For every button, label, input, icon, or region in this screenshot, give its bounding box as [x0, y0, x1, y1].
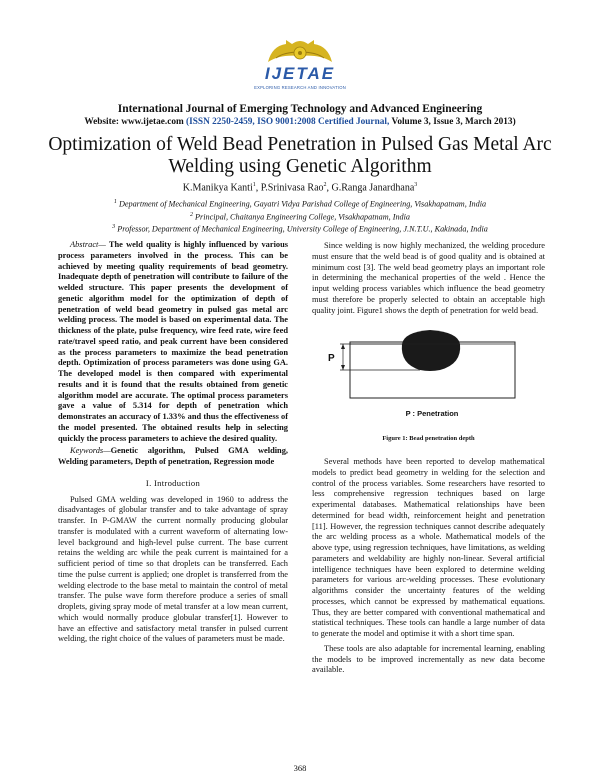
author-sup: 3 — [414, 182, 418, 188]
right-column — [312, 241, 545, 678]
journal-logo — [250, 34, 350, 98]
affiliation-text: Department of Mechanical Engineering, Gayatri Vidya Parishad College of Engineering, Visakhapatnam, India — [116, 199, 487, 209]
logo-wordmark: IJETAE — [264, 64, 336, 83]
affiliation-line — [40, 210, 560, 223]
author-sup: 2 — [323, 182, 327, 188]
website-prefix[interactable]: Website: www.ijetae.com — [84, 117, 187, 127]
affiliation-sup: 2 — [189, 211, 193, 218]
page-number: 368 — [293, 763, 307, 773]
paper-title: Optimization of Weld Bead Penetration in Pulsed Gas Metal Arc Welding using Genetic Algorithm — [48, 134, 552, 177]
affiliation-line — [40, 197, 560, 210]
left-column — [58, 240, 288, 647]
section-heading-introduction: I. Introduction — [145, 477, 201, 488]
intro-paragraph: Pulsed GMA welding was developed in 1960 to address the disadvantages of globular transfer and to take advantage of spray transfer. In P-GMAW the current normally producing globular transfer is modulated with a current waveform of alternating low-level background and high-level pulse current. The base current retains the welding arc while the peak current is maintained for a sufficient period of time so that droplets can be transferred. Each time the pulse current is applied; one droplet is transferred from the welding electrode to the base metal to maintain the control of metal transfer. The pulse wave form therefore produce a series of small droplets, giving spray mode of metal transfer at a low mean current, which would normally produce globular transfer[1]. However to have an effective and satisfactory metal transfer in pulsed current welding, the right choice of the values of parameters must be made. — [58, 494, 288, 644]
figure-caption: Figure 1: Bead penetration depth — [382, 435, 475, 443]
weld-bead-diagram — [312, 324, 545, 432]
affiliation-line — [40, 222, 560, 235]
affiliation-text: Principal, Chaitanya Engineering College, Visakhapatnam, India — [192, 212, 411, 222]
abstract-text: The weld quality is highly influenced by various process parameters involved in the process. This can be achieved by meeting quality requirements of bead geometry. Inadequate depth of penetration will contribute to failure of the welded structure. This paper presents the development of genetic algorithm model for the optimization of depth of penetration of weld bead geometry in pulsed gas metal arc welding process. The model is based on experimental data. The thickness of the plate, pulse frequency, wire feed rate, wire feed rate/travel speed ratio, and peak current have been considered as the process parameters to maximize the bead penetration depth. Optimization of process parameters was done using GA. The developed model is then compared with experimental results and it is found that the results obtained from genetic algorithm model are accurate. The optimal process parameters gave a value of 5.314 for depth of penetration which demonstrates an accuracy of 1.33% and thus the effectiveness of the model presented. The obtained results help in selecting quickly the process parameters to achieve the desired quality. — [58, 240, 288, 443]
affiliation-sup: 1 — [113, 199, 117, 205]
affiliation-text: Professor, Department of Mechanical Engineering, University College of Engineering, J.N.T.U., Kakinada, India — [115, 225, 488, 235]
abstract — [58, 240, 288, 444]
body-paragraph: Several methods have been reported to develop mathematical models to predict bead geometry in welding for the selection and control of the process variables. Some researchers have resorted to less comprehensive regression techniques based on large experimental databases. Mathematical relationships have been determined for bead width, reinforcement height and penetration [11]. However, the regression techniques cannot describe adequately the arc welding process as a whole. Mathematical models of the above type, using regression techniques, have limitations, as welding parameters and weldability are highly non-linear. Several artificial intelligence techniques have been explored to determine welding parameters for various arc-welding processes. These evolutionary algorithms consider the uncertainty features of the welding processes, which cannot be expressed by mathematical equations. Thus, they are better compared with conventional mathematical and statistical techniques. These tools can handle a large number of data to generate the model and optimise it with a short time span. — [312, 457, 545, 638]
author-sup: 1 — [252, 182, 256, 188]
keywords-lead: Keywords— — [70, 446, 111, 456]
figure-label-penetration: P : Penetration — [405, 409, 459, 419]
keywords — [58, 446, 288, 468]
author-name: K.Manikya Kanti — [182, 182, 253, 194]
author-name: P.Srinivasa Rao — [260, 182, 324, 194]
affiliations — [40, 197, 560, 235]
issn-certification: (ISSN 2250-2459, ISO 9001:2008 Certified Journal, — [186, 117, 390, 127]
website-line — [0, 117, 600, 127]
body-paragraph: These tools are also adaptable for incremental learning, enabling the models to be improved incrementally as new data become available. — [312, 643, 545, 675]
logo-tagline: EXPLORING RESEARCH AND INNOVATION — [254, 85, 346, 90]
volume-issue: Volume 3, Issue 3, March 2013) — [389, 117, 516, 127]
abstract-lead: Abstract— — [70, 240, 106, 249]
journal-name: International Journal of Emerging Technology and Advanced Engineering — [117, 103, 483, 115]
body-paragraph: Since welding is now highly mechanized, the welding procedure must ensure that the weld bead is of good quality and is obtained at minimum cost [3]. The weld bead geometry plays an important role in determining the mechanical properties of the weld . Hence the input welding process variables which influence the bead geometry must therefore be properly selected to obtain an acceptable high quality joint. Figure1 shows the depth of penetration for weld bead. — [312, 241, 545, 315]
author-name: G.Ranga Janardhana — [331, 182, 415, 194]
figure-label-p: P — [328, 353, 335, 365]
keywords-text: Genetic algorithm, Pulsed GMA welding, Welding parameters, Depth of penetration, Regression mode — [58, 446, 288, 466]
figure-bead-penetration — [312, 324, 545, 432]
author-list: K.Manikya Kanti$^1$, P.Srinivasa Rao$^2$, G.Ranga Janardhana$^3$ — [182, 182, 418, 194]
affiliation-sup: 3 — [112, 224, 116, 231]
